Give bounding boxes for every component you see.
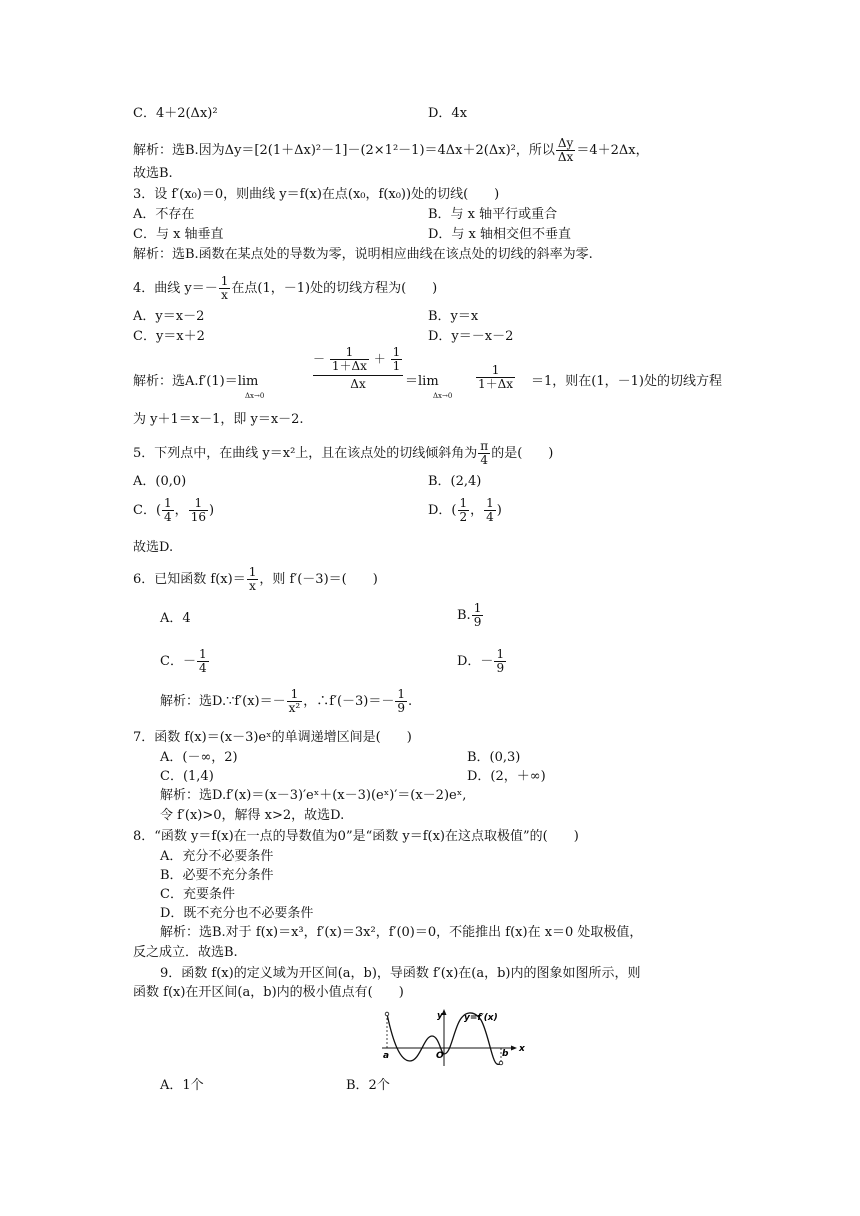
fraction: $\frac{\Delta y}{\Delta x}$ xyxy=(557,136,574,164)
q9-option-a: A．1个 xyxy=(160,1078,204,1093)
q8-stem: 8．“函数 y＝f(x)在一点的导数值为0”是“函数 y＝f(x)在这点取极值”的( ) xyxy=(133,829,579,844)
q3-option-d: D．与 x 轴相交但不垂直 xyxy=(428,227,572,242)
x-axis-label: x xyxy=(519,1044,525,1054)
q5-option-a: A．(0,0) xyxy=(133,474,187,489)
q4-option-d: D．y＝－x－2 xyxy=(428,329,514,344)
q7-solution-cont: 令 f′(x)>0，解得 x>2，故选D. xyxy=(160,808,345,823)
q7-option-a: A．(－∞，2) xyxy=(160,750,238,765)
fraction: $\frac{1}{x}$ xyxy=(220,274,229,302)
q2-solution: 解析：选B.因为Δy＝[2(1＋Δx)²－1]－(2×1²－1)＝4Δx＋2(Δx)²，所以 $\frac{\Delta y}{\Delta x}$ ＝4＋2Δx， xyxy=(133,136,649,164)
q3-option-a: A．不存在 xyxy=(133,207,195,222)
q8-option-b: B．必要不充分条件 xyxy=(160,868,274,883)
q7-option-b: B．(0,3) xyxy=(467,750,521,765)
complex-fraction: － $\frac{1}{1+\Delta x}$ ＋ $\frac{1}{1}$ Δx xyxy=(313,346,403,392)
derivative-graph xyxy=(378,1006,528,1068)
q5-conclusion: 故选D. xyxy=(133,540,174,555)
q6-option-d: D．－ $\frac{1}{9}$ xyxy=(457,647,505,675)
q5-stem: 5．下列点中，在曲线 y＝x²上，且在该点处的切线倾斜角为 $\frac{\pi}{4}$ 的是( ) xyxy=(133,439,554,467)
q3-option-c: C．与 x 轴垂直 xyxy=(133,227,224,242)
q9-stem-cont: 函数 f(x)在开区间(a，b)内的极小值点有( ) xyxy=(133,985,404,1000)
q3-option-b: B．与 x 轴平行或重合 xyxy=(428,207,558,222)
q7-option-d: D．(2，＋∞) xyxy=(467,769,546,784)
q7-solution: 解析：选D.f′(x)＝(x－3)′eˣ＋(x－3)(eˣ)′＝(x－2)eˣ, xyxy=(160,788,467,803)
q5-option-b: B．(2,4) xyxy=(428,474,482,489)
q6-option-a: A．4 xyxy=(160,611,191,626)
q8-option-c: C．充要条件 xyxy=(160,887,235,902)
q4-solution-cont: 为 y＋1＝x－1，即 y＝x－2. xyxy=(133,412,304,427)
q2-option-c: C．4＋2(Δx)² xyxy=(133,106,218,121)
open-endpoint-a xyxy=(385,1012,389,1016)
q7-stem: 7．函数 f(x)＝(x－3)eˣ的单调递增区间是( ) xyxy=(133,730,412,745)
y-axis-label: y xyxy=(437,1011,443,1021)
q8-option-a: A．充分不必要条件 xyxy=(160,849,274,864)
curve-label: y=f′(x) xyxy=(464,1013,498,1023)
q6-solution: 解析：选D.∵f′(x)＝－ $\frac{1}{\text{x²}}$ ，∴f′(－3)＝－ $\frac{1}{9}$ . xyxy=(160,687,413,715)
q7-option-c: C．(1,4) xyxy=(160,769,214,784)
q4-stem: 4．曲线 y＝－ $\frac{1}{x}$ 在点(1，－1)处的切线方程为( ) xyxy=(133,274,438,302)
a-label: a xyxy=(383,1051,390,1061)
q3-stem: 3．设 f′(x₀)＝0，则曲线 y＝f(x)在点(x₀，f(x₀))处的切线( ) xyxy=(133,187,500,202)
q6-option-c: C．－ $\frac{1}{4}$ xyxy=(160,647,207,675)
x-axis-arrow xyxy=(511,1046,517,1051)
q6-stem: 6．已知函数 f(x)＝ $\frac{1}{x}$ ，则 f′(－3)＝( ) xyxy=(133,565,378,593)
q8-solution-cont: 反之成立．故选B. xyxy=(133,945,238,960)
b-label: b xyxy=(502,1049,509,1059)
q2-option-d: D．4x xyxy=(428,106,468,121)
q8-option-d: D．既不充分也不必要条件 xyxy=(160,906,314,921)
q9-stem: 9．函数 f(x)的定义域为开区间(a，b)，导函数 f′(x)在(a，b)内的图象如图所示，则 xyxy=(160,966,641,981)
open-endpoint-b xyxy=(499,1061,503,1065)
q2-conclusion: 故选B. xyxy=(133,166,173,181)
q5-option-d: D．( $\frac{1}{2}$ ， $\frac{1}{4}$ ) xyxy=(428,496,502,524)
q3-solution: 解析：选B.函数在某点处的导数为零，说明相应曲线在该点处的切线的斜率为零. xyxy=(133,247,593,262)
q6-option-b: B. $\frac{1}{9}$ xyxy=(457,601,482,629)
origin-label: O xyxy=(436,1051,444,1061)
q8-solution: 解析：选B.对于 f(x)＝x³，f′(x)＝3x²，f′(0)＝0，不能推出 f(x)在 x＝0 处取极值， xyxy=(160,925,643,940)
fraction: $\frac{\pi}{4}$ xyxy=(480,439,489,467)
q4-option-b: B．y＝x xyxy=(428,309,479,324)
q4-option-c: C．y＝x＋2 xyxy=(133,329,205,344)
fraction: $\frac{1}{x}$ xyxy=(248,565,257,593)
q5-option-c: C．( $\frac{1}{4}$ ， $\frac{1}{16}$ ) xyxy=(133,496,215,524)
q4-option-a: A．y＝x－2 xyxy=(133,309,205,324)
q9-option-b: B．2个 xyxy=(346,1078,390,1093)
